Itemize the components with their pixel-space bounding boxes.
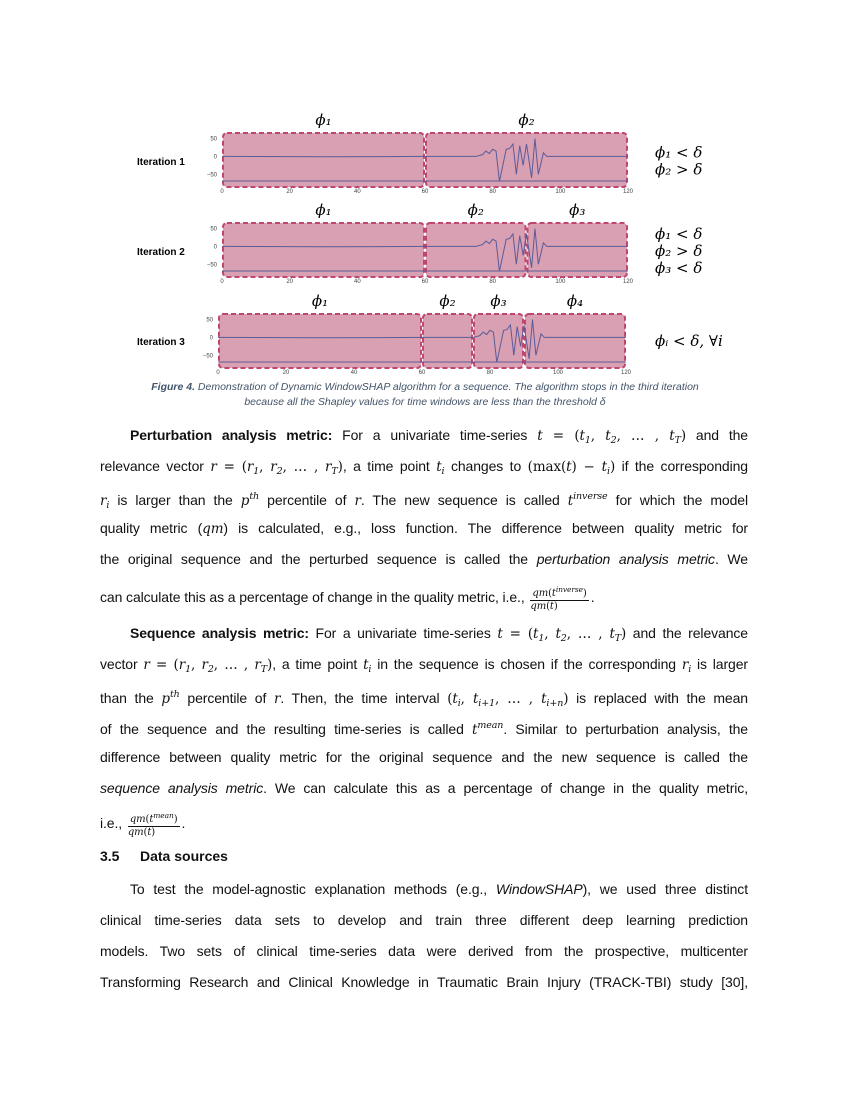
figure-4-windowshap-diagram: [0, 0, 850, 380]
text-run: , a time point: [272, 656, 364, 672]
text-run: difference between quality metric for the original sequence and the new sequence is called the: [100, 749, 748, 765]
time-window: [423, 314, 472, 368]
math-symbol: p: [161, 691, 170, 707]
x-tick-label: 20: [286, 189, 294, 195]
text-run: is replaced with the mean: [568, 690, 748, 706]
x-tick-label: 20: [282, 370, 290, 376]
x-tick-label: 120: [622, 279, 634, 285]
text-run: .: [590, 589, 595, 606]
math-text: ,: [590, 428, 606, 444]
text-run: . We can calculate this as a percentage of change in the quality metric,: [263, 780, 748, 796]
figure-caption-line-1: [100, 380, 750, 395]
y-tick-label: −50: [206, 172, 217, 179]
math-subscript: i: [368, 664, 372, 675]
section-number: 3.5: [100, 848, 120, 864]
math-symbol: t: [609, 626, 615, 642]
math-symbol: t: [579, 428, 585, 444]
math-subscript: 1: [185, 664, 192, 675]
math-symbol: t: [147, 827, 152, 838]
math-subscript: i+n: [546, 698, 564, 709]
text-run: can calculate this as a percentage of change in the quality metric, i.e.,: [100, 589, 529, 606]
y-tick-label: 50: [210, 226, 217, 233]
math-text: = (: [502, 626, 533, 642]
text-run: if the corresponding: [615, 458, 748, 474]
math-symbol: t: [532, 626, 539, 642]
text-run: To test the model-agnostic explanation methods (e.g.,: [130, 881, 496, 897]
math-symbol: r: [270, 459, 277, 475]
text-run: . Then, the time interval: [280, 690, 448, 706]
iteration-label: Iteration 1: [137, 157, 185, 168]
math-text: ,: [544, 626, 556, 642]
y-tick-label: 50: [210, 136, 217, 143]
math-text: ): [680, 428, 686, 444]
window-shapley-label: ϕ₂: [467, 201, 484, 219]
text-line: [100, 654, 748, 674]
figure-caption-label: Figure 4.: [151, 381, 195, 393]
text-run: than the: [100, 690, 162, 706]
fraction-formula: [530, 584, 588, 613]
math-symbol: t: [601, 459, 607, 475]
x-tick-label: 0: [216, 370, 220, 376]
math-symbol: t: [452, 691, 458, 707]
math-text: (max(: [527, 459, 567, 475]
fraction-denominator: [128, 827, 180, 839]
section-title: Data sources: [140, 848, 228, 864]
math-subscript: T: [331, 466, 338, 477]
fraction-denominator: [530, 601, 588, 613]
x-tick-label: 120: [620, 370, 632, 376]
window-shapley-label: ϕ₄: [566, 292, 584, 310]
x-tick-label: 40: [350, 370, 358, 376]
shapley-condition: ϕ₃ < δ: [655, 259, 703, 277]
bold-run-in-heading: Sequence analysis metric:: [130, 625, 309, 641]
math-symbol: qm: [127, 827, 144, 838]
math-symbol: t: [436, 459, 442, 475]
x-tick-label: 40: [353, 279, 361, 285]
math-subscript: i+1: [478, 698, 496, 709]
iteration-label: Iteration 3: [137, 337, 185, 348]
math-symbol: t: [363, 657, 369, 673]
math-symbol: t: [472, 691, 479, 707]
figure-caption-line-2: because all the Shapley values for time windows are less than the threshold δ: [244, 396, 606, 408]
text-run: models. Two sets of clinical time-series data were derived from the prospective, multicenter: [100, 943, 748, 959]
text-line: [130, 425, 748, 445]
italic-text: perturbation analysis metric: [536, 551, 715, 567]
math-symbol: r: [273, 691, 281, 707]
math-text: (: [143, 827, 148, 838]
math-symbol: t: [537, 428, 543, 444]
x-tick-label: 60: [421, 279, 429, 285]
math-text: , … ,: [566, 626, 610, 642]
math-superscript: th: [169, 689, 180, 700]
math-symbol: t: [555, 626, 561, 642]
math-text: = (: [216, 459, 247, 475]
figure-caption-text: Demonstration of Dynamic WindowSHAP algorithm for a sequence. The algorithm stops in the third iteration: [195, 381, 699, 393]
math-text: ): [582, 588, 587, 599]
italic-text: WindowSHAP: [495, 881, 583, 897]
math-text: ): [151, 827, 156, 838]
shapley-condition: ϕ₁ < δ: [655, 143, 703, 162]
x-tick-label: 60: [421, 189, 429, 195]
text-run: changes to: [444, 458, 528, 474]
math-text: ): [173, 814, 178, 825]
math-symbol: qm: [532, 588, 549, 599]
math-symbol: r: [354, 493, 361, 509]
text-line: [100, 747, 748, 767]
math-symbol: r: [246, 459, 254, 475]
text-run: of the sequence and the resulting time-series is called: [100, 721, 472, 737]
math-symbol: qm: [530, 601, 547, 612]
math-symbol: qm: [202, 521, 224, 537]
text-run: . We: [714, 551, 748, 567]
text-run: is larger than the: [109, 492, 241, 508]
window-shapley-label: ϕ₃: [490, 292, 507, 310]
x-tick-label: 80: [486, 370, 494, 376]
math-symbol: r: [681, 657, 689, 673]
text-line: [100, 487, 748, 511]
shapley-condition: ϕᵢ < δ, ∀i: [655, 332, 723, 350]
x-tick-label: 40: [353, 189, 361, 195]
text-run: clinical time-series data sets to develop and train three different deep learning prediction: [100, 912, 748, 928]
math-symbol: t: [567, 493, 574, 509]
time-window: [223, 223, 424, 277]
math-text: (: [447, 691, 453, 707]
math-text: = (: [542, 428, 580, 444]
x-tick-label: 20: [286, 279, 294, 285]
window-shapley-label: ϕ₁: [315, 111, 332, 129]
x-tick-label: 100: [555, 279, 566, 285]
window-shapley-label: ϕ₁: [311, 292, 329, 310]
math-symbol: t: [551, 588, 556, 599]
math-text: ,: [460, 691, 473, 707]
text-run: quality metric (: [100, 520, 203, 536]
math-text: ) −: [571, 459, 602, 475]
time-window: [426, 133, 627, 187]
text-run: i.e.,: [100, 815, 126, 832]
text-line: [100, 549, 748, 569]
window-shapley-label: ϕ₃: [569, 201, 586, 219]
math-symbol: r: [143, 657, 150, 673]
text-run: , a time point: [342, 458, 437, 474]
section-heading: [100, 848, 228, 864]
math-symbol: t: [549, 601, 554, 612]
text-line: [100, 972, 748, 992]
text-run: vector: [100, 656, 144, 672]
math-text: ): [621, 626, 627, 642]
text-line: [100, 910, 748, 930]
shapley-condition: ϕ₂ > δ: [655, 160, 703, 179]
math-symbol: t: [149, 814, 154, 825]
math-symbol: t: [471, 722, 478, 738]
x-tick-label: 80: [489, 189, 497, 195]
x-tick-label: 0: [220, 279, 224, 285]
math-subscript: i: [106, 500, 110, 511]
text-line: [100, 778, 748, 798]
y-tick-label: 0: [213, 154, 217, 161]
text-run: percentile of: [179, 690, 274, 706]
text-run: For a univariate time-series: [332, 427, 538, 443]
math-symbol: r: [254, 657, 261, 673]
time-window: [525, 314, 625, 368]
math-superscript: mean: [477, 720, 504, 731]
time-window: [219, 314, 421, 368]
math-subscript: i: [457, 698, 461, 709]
math-superscript: inverse: [555, 585, 583, 594]
shapley-condition: ϕ₂ > δ: [655, 242, 703, 260]
text-line: [130, 623, 748, 643]
math-symbol: t: [669, 428, 675, 444]
math-text: (: [145, 814, 150, 825]
y-tick-label: 50: [206, 317, 213, 324]
window-shapley-label: ϕ₁: [315, 201, 332, 219]
text-run: Transforming Research and Clinical Knowledge in Traumatic Brain Injury (TRACK-TBI) study [30],: [100, 974, 748, 990]
math-superscript: inverse: [573, 491, 608, 502]
text-run: in the sequence is chosen if the corresponding: [371, 656, 682, 672]
math-subscript: 2: [207, 664, 214, 675]
text-line: [100, 716, 748, 736]
math-text: ): [609, 459, 616, 475]
y-tick-label: 0: [209, 335, 213, 342]
y-tick-label: −50: [206, 262, 217, 269]
text-run: and the: [685, 427, 748, 443]
text-line: [100, 584, 748, 612]
math-symbol: t: [497, 626, 503, 642]
x-tick-label: 100: [555, 189, 566, 195]
fraction-formula: [128, 810, 180, 839]
math-subscript: i: [441, 466, 445, 477]
shapley-condition: ϕ₁ < δ: [655, 225, 703, 243]
math-text: ): [337, 459, 343, 475]
math-symbol: p: [240, 493, 250, 509]
text-run: for which the model: [607, 492, 748, 508]
x-tick-label: 60: [418, 370, 426, 376]
text-run: and the relevance: [626, 625, 748, 641]
text-line: [100, 456, 748, 476]
text-line: [130, 879, 748, 899]
math-subscript: 2: [276, 466, 283, 477]
math-symbol: r: [210, 459, 217, 475]
math-subscript: i: [688, 664, 692, 675]
math-text: , … ,: [495, 691, 542, 707]
math-subscript: 1: [253, 466, 260, 477]
text-run: .: [181, 815, 186, 832]
fraction-numerator: [530, 584, 588, 601]
math-text: (: [546, 601, 550, 612]
math-text: ,: [191, 657, 202, 673]
math-symbol: qm: [129, 814, 146, 825]
math-subscript: 2: [610, 435, 617, 446]
text-line: [100, 518, 748, 538]
math-text: , … ,: [213, 657, 255, 673]
math-symbol: t: [605, 428, 611, 444]
text-run: . The new sequence is called: [360, 492, 568, 508]
text-run: ) is calculated, e.g., loss function. The difference between quality metric for: [223, 520, 748, 536]
x-tick-label: 80: [489, 279, 497, 285]
math-subscript: i: [606, 466, 610, 477]
x-tick-label: 100: [552, 370, 564, 376]
math-subscript: T: [674, 435, 681, 446]
window-shapley-label: ϕ₂: [439, 292, 456, 310]
time-window: [223, 133, 424, 187]
italic-text: sequence analysis metric: [100, 780, 264, 796]
text-run: the original sequence and the perturbed sequence is called the: [100, 551, 537, 567]
math-text: , … ,: [282, 459, 326, 475]
text-line: [100, 685, 748, 709]
math-subscript: T: [260, 664, 268, 675]
y-tick-label: −50: [202, 353, 213, 360]
math-text: ): [563, 691, 569, 707]
x-tick-label: 120: [622, 189, 634, 195]
text-line: [100, 810, 748, 838]
math-symbol: r: [178, 657, 186, 673]
math-text: (: [548, 588, 552, 599]
iteration-label: Iteration 2: [137, 247, 185, 258]
math-symbol: r: [325, 459, 332, 475]
math-symbol: t: [566, 459, 572, 475]
text-run: . Similar to perturbation analysis, the: [503, 721, 748, 737]
math-superscript: mean: [153, 811, 174, 820]
math-superscript: th: [249, 491, 260, 502]
text-run: ), we used three distinct: [582, 881, 748, 897]
window-shapley-label: ϕ₂: [518, 111, 535, 129]
x-tick-label: 0: [220, 189, 224, 195]
text-run: is larger: [691, 656, 748, 672]
math-symbol: t: [541, 691, 547, 707]
math-subscript: 1: [538, 633, 545, 644]
math-text: ): [267, 657, 273, 673]
text-run: percentile of: [259, 492, 355, 508]
text-line: [100, 941, 748, 961]
math-subscript: 1: [584, 435, 591, 446]
time-window: [426, 223, 526, 277]
math-text: = (: [149, 657, 179, 673]
math-text: ,: [259, 459, 271, 475]
fraction-numerator: [128, 810, 180, 827]
math-symbol: r: [201, 657, 208, 673]
math-subscript: T: [614, 633, 622, 644]
time-window: [528, 223, 628, 277]
text-run: relevance vector: [100, 458, 211, 474]
math-symbol: r: [100, 493, 107, 509]
math-subscript: 2: [560, 633, 567, 644]
y-tick-label: 0: [213, 244, 217, 251]
math-text: , … ,: [616, 428, 670, 444]
bold-run-in-heading: Perturbation analysis metric:: [130, 427, 333, 443]
math-text: ): [553, 601, 558, 612]
text-run: For a univariate time-series: [308, 625, 498, 641]
